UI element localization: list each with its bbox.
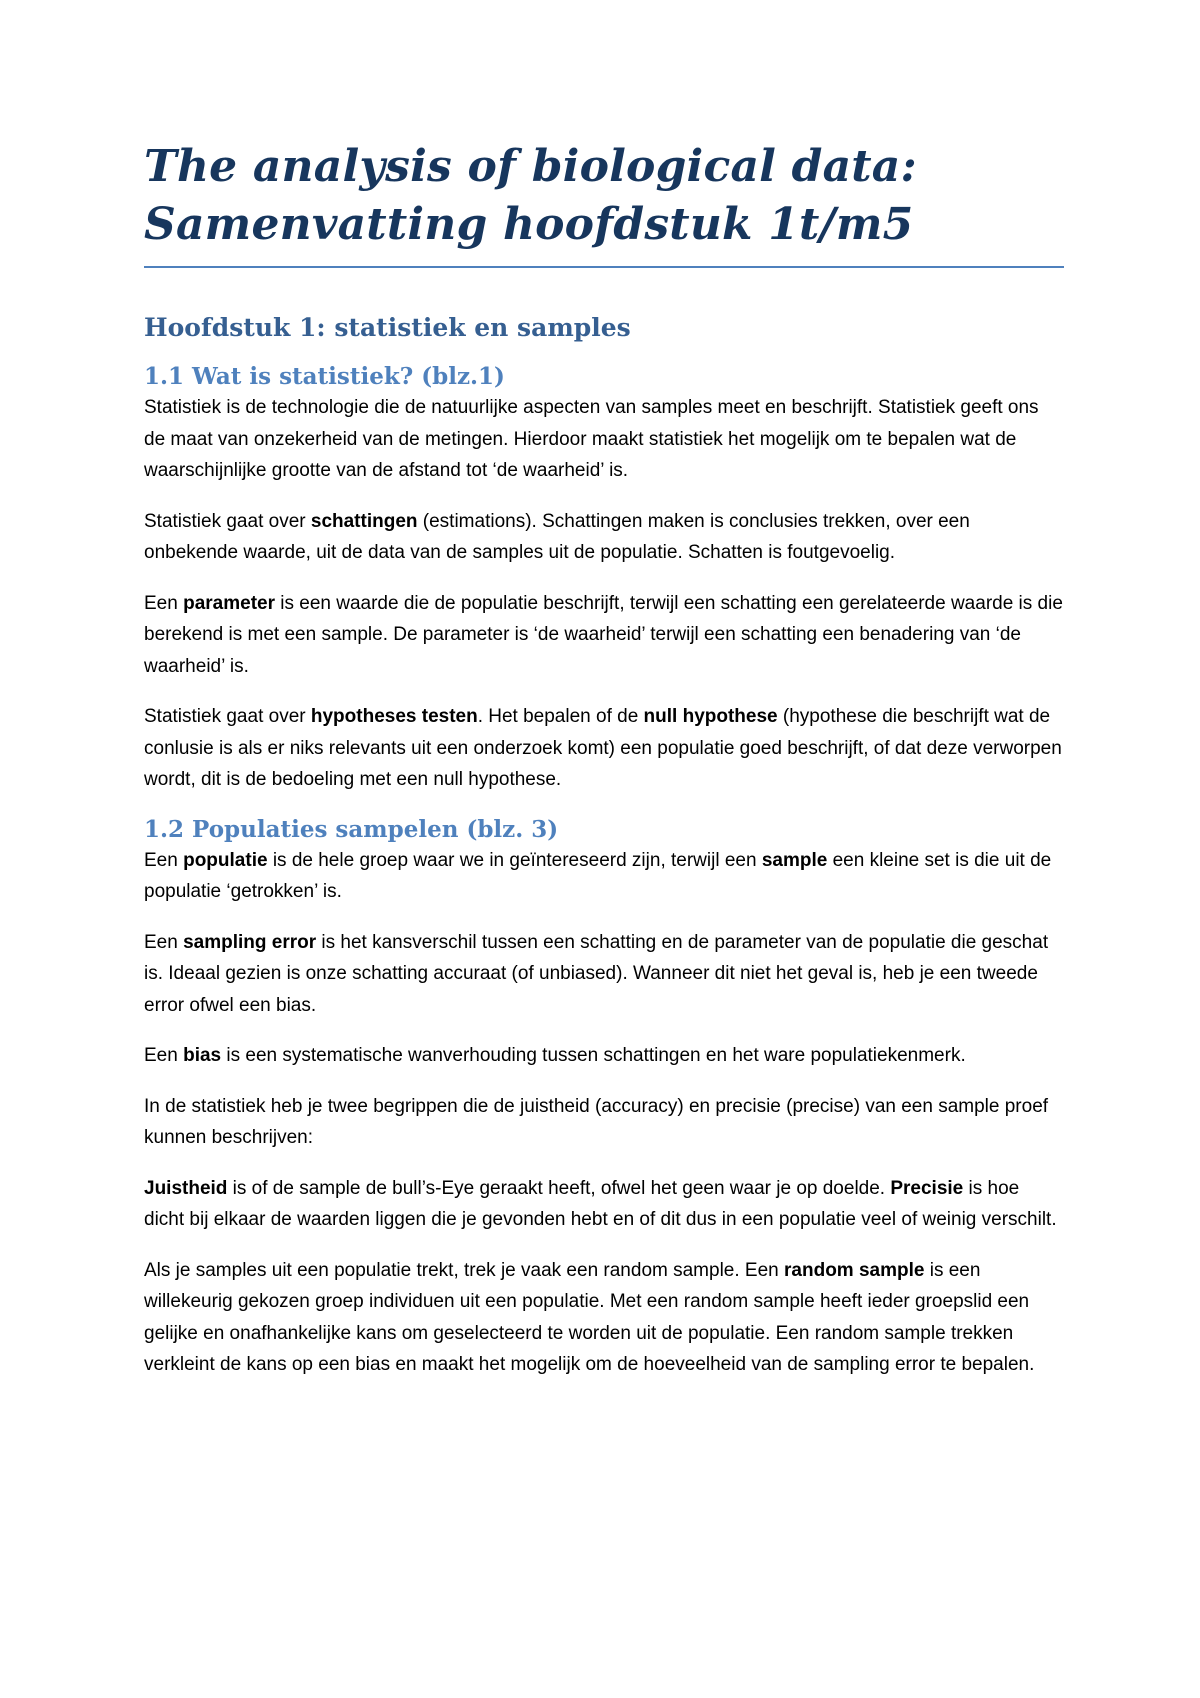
bold-term: schattingen [310,510,418,532]
text: is een systematische wanverhouding tussen schattingen en het ware populatiekenmerk. [221,1045,966,1066]
paragraph [144,588,1064,683]
paragraph [144,845,1064,908]
paragraph [144,927,1064,1022]
bold-term: sample [761,849,828,871]
text: is de hele groep waar we in geïntereseerd zijn, terwijl een [267,849,762,871]
text: is een willekeurig gekozen groep individuen uit een populatie. Met een random sample heeft ieder groepslid een gelijke en onafhankelijke kans om geselecteerd te worden uit de populatie. Een random sample trekken verkleint de kans op een bias en maakt het mogelijk om de hoeveelheid van de sampling error te bepalen. [144,1259,1035,1375]
chapter-heading: Hoofdstuk 1: statistiek en samples [144,313,631,342]
paragraph [144,506,1064,569]
paragraph [144,1255,1064,1381]
bold-term: sampling error [183,931,317,953]
section-heading-1-2: 1.2 Populaties sampelen (blz. 3) [144,815,559,843]
text: (hypothese die beschrijft wat de conlusie is als er niks relevants uit een onderzoek komt) een populatie goed beschrijft, of dat deze verworpen wordt, dit is de bedoeling met een null hypothese. [144,706,1062,790]
bold-term: Precisie [890,1177,964,1199]
text: Een [144,849,184,871]
title-line-1: The analysis of biological data: [144,141,917,192]
document-title [144,138,1064,268]
text: Als je samples uit een populatie trekt, trek je vaak een random sample. Een [144,1259,785,1281]
bold-term: hypotheses testen [310,706,478,727]
text: een kleine set is die uit de populatie ‘getrokken’ is. [144,849,1052,902]
bold-term: Juistheid [144,1177,228,1199]
text: Een [144,1045,184,1066]
paragraph [144,1040,1064,1072]
text: Een [144,931,184,953]
text: is of de sample de bull’s-Eye geraakt heeft, ofwel het geen waar je op doelde. [227,1177,891,1199]
bold-term: parameter [183,592,275,614]
section-heading-1-1: 1.1 Wat is statistiek? (blz.1) [144,363,505,390]
document-page [144,138,1064,1400]
paragraph [144,701,1064,796]
text: . Het bepalen of de [477,706,644,727]
text: Een [144,592,184,614]
bold-term: random sample [784,1259,925,1281]
bold-term: bias [183,1045,222,1066]
paragraph [144,1173,1064,1236]
bold-term: null hypothese [643,706,778,727]
text: Statistiek gaat over [144,706,311,727]
paragraph: In de statistiek heb je twee begrippen die de juistheid (accuracy) en precisie (precise) van een sample proef kunnen beschrijven: [144,1095,1049,1148]
text: is het kansverschil tussen een schatting en de parameter van de populatie die geschat is. Ideaal gezien is onze schatting accuraat (of unbiased). Wanneer dit niet het geval is, heb je een tweede error ofwel een bias. [144,931,1049,1016]
paragraph: Statistiek is de technologie die de natuurlijke aspecten van samples meet en beschrijft. Statistiek geeft ons de maat van onzekerheid van de metingen. Hierdoor maakt statistiek het mogelijk om te bepalen wat de waarschijnlijke grootte van de afstand tot ‘de waarheid’ is. [144,397,1039,481]
text: is een waarde die de populatie beschrijft, terwijl een schatting een gerelateerde waarde is die berekend is met een sample. De parameter is ‘de waarheid’ terwijl een schatting een benadering van ‘de waarheid’ is. [144,592,1063,677]
title-line-2: Samenvatting hoofdstuk 1t/m5 [144,199,914,250]
text: (estimations). Schattingen maken is conclusies trekken, over een onbekende waarde, uit de data van de samples uit de populatie. Schatten is foutgevoelig. [144,510,970,563]
text: is hoe dicht bij elkaar de waarden liggen die je gevonden hebt en of dit dus in een populatie veel of weinig verschilt. [144,1177,1057,1230]
bold-term: populatie [183,849,268,871]
text: Statistiek gaat over [144,510,311,532]
